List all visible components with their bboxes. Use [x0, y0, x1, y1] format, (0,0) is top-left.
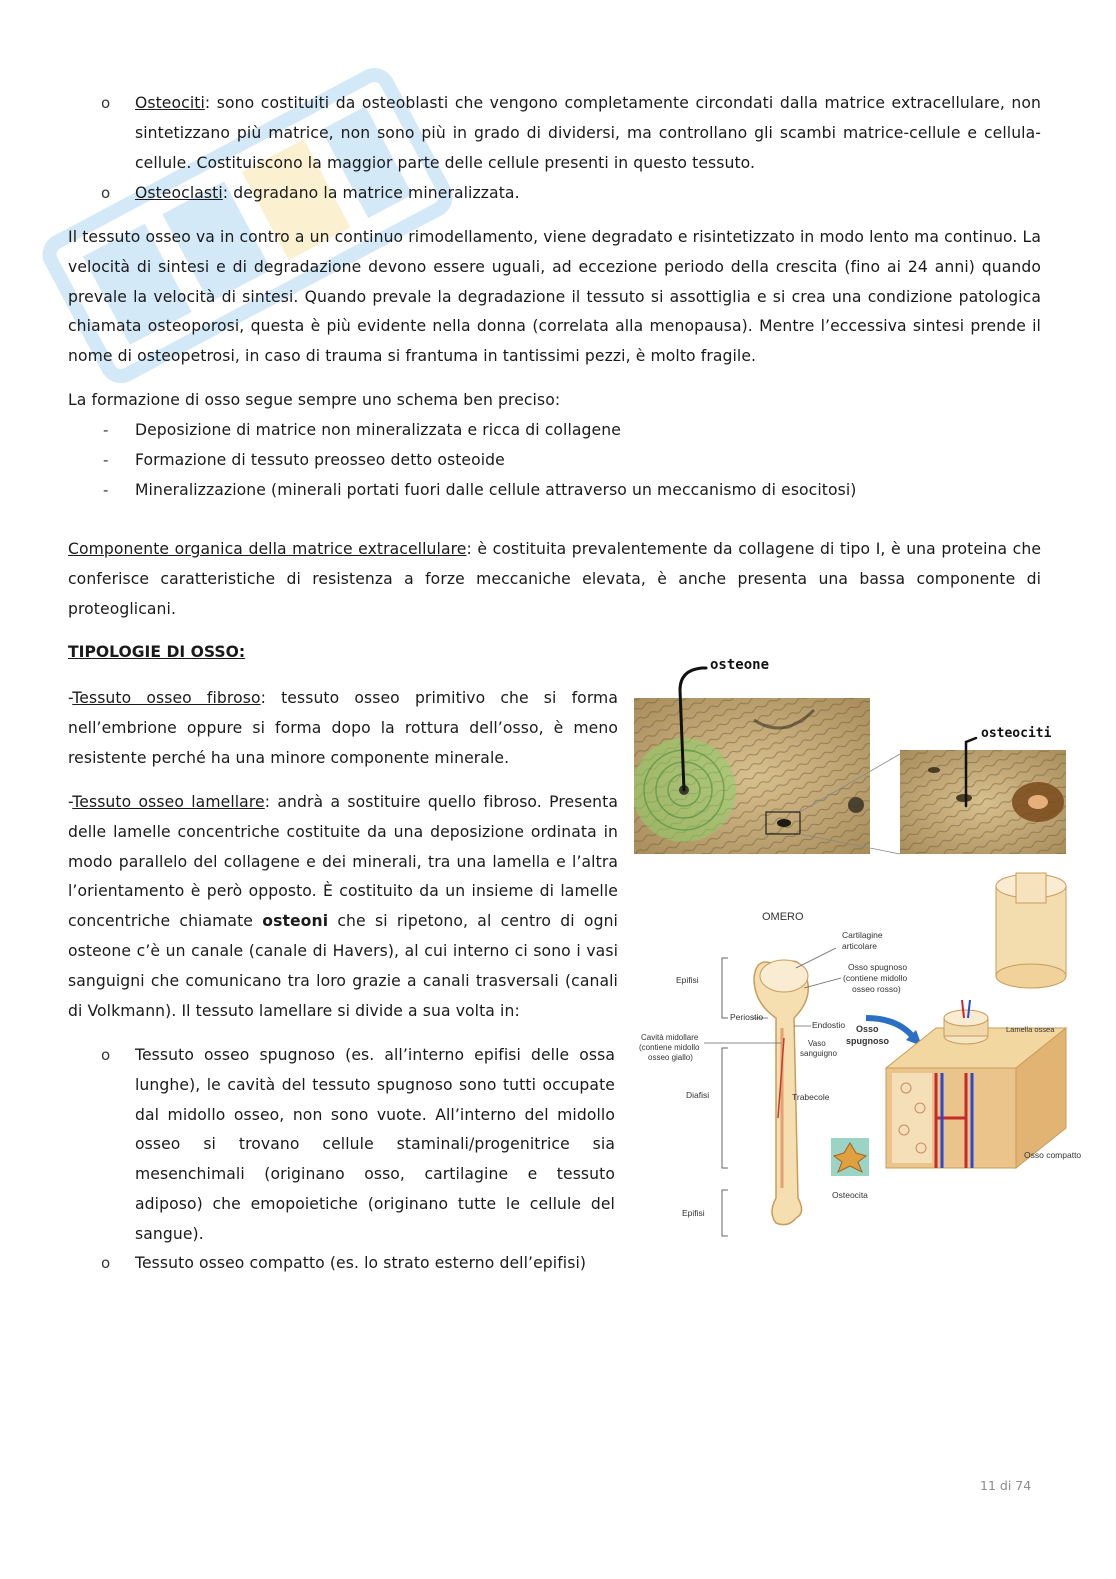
label-cavita-2: (contiene midollo — [639, 1043, 700, 1052]
term-osteoclasti: Osteoclasti — [135, 184, 223, 202]
paragraph-componente-organica — [68, 535, 1041, 624]
label-spugnoso-note-1: Osso spugnoso — [848, 962, 908, 972]
list-item-osteociti — [135, 89, 1041, 178]
term-componente-organica: Componente organica della matrice extracellulare — [68, 540, 467, 558]
diagram-title: OMERO — [762, 911, 804, 923]
bullet-marker: - — [103, 451, 109, 469]
bullet-marker: o — [101, 1046, 111, 1064]
list-item: Mineralizzazione (minerali portati fuori dalle cellule attraverso un meccanismo di esocitosi) — [135, 481, 857, 499]
paragraph-rimodellamento: Il tessuto osseo va in contro a un continuo rimodellamento, viene degradato e risintetizzato in modo lento ma continuo. La velocità di sintesi e di degradazione devono essere uguali, ad eccezione periodo della crescita (fino ai 24 anni) quando prevale la velocità di sintesi. Quando prevale la degradazione il tessuto si assottiglia e si crea una condizione patologica chiamata osteoporosi, questa è più evidente nella donna (correlata alla menopausa). Mentre l’eccessiva sintesi prende il nome di osteopetrosi, in caso di trauma si frantuma in tantissimi pezzi, è molto fragile. — [68, 228, 1041, 366]
label-cavita-3: osseo giallo) — [648, 1053, 693, 1062]
handwritten-note-osteone: osteone — [710, 657, 770, 673]
list-item: Formazione di tessuto preosseo detto osteoide — [135, 451, 505, 469]
paragraph-text: che si ripetono, al centro di ogni osteone c’è un canale (canale di Havers), al cui interno ci sono i vasi sanguigni che comunicano tra loro grazie a canali trasversali (canali di Volkmann). Il tessuto lamellare si divide a sua volta in: — [68, 912, 618, 1020]
label-epifisi-bottom: Epifisi — [682, 1208, 705, 1218]
paragraph-lamellare: -Tessuto osseo lamellare: andrà a sostituire quello fibroso. Presenta delle lamelle concentriche costituite da una deposizione ordinata in modo parallelo del collagene e dei minerali, tra una lamella e l’altra l’orientamento è però opposto. È costituito da un insieme di lamelle concentriche chiamate osteoni che si ripetono, al centro di ogni osteone c’è un canale (canale di Havers), al cui interno ci sono i vasi sanguigni che comunicano tra loro grazie a canali trasversali (canali di Volkmann). Il tessuto lamellare si divide a sua volta in: — [68, 793, 619, 1020]
list-item: Deposizione di matrice non mineralizzata e ricca di collagene — [135, 421, 621, 439]
label-cavita-1: Cavità midollare — [641, 1033, 699, 1042]
paragraph-text: : tessuto osseo primitivo che si forma nell’embrione oppure si forma dopo la rottura dell’osso, è meno resistente perché ha una minore componente minerale. — [68, 689, 618, 767]
label-trabecole: Trabecole — [792, 1092, 830, 1102]
term-lamellare: Tessuto osseo lamellare — [72, 793, 265, 811]
label-epifisi-top: Epifisi — [676, 975, 699, 985]
list-item-compatto: Tessuto osseo compatto (es. lo strato esterno dell’epifisi) — [135, 1254, 587, 1272]
label-osso-spugnoso-2: spugnoso — [846, 1036, 889, 1046]
bullet-marker: o — [101, 184, 111, 202]
bone-diagram — [636, 868, 1096, 1248]
label-vaso-2: sanguigno — [800, 1049, 837, 1058]
term-fibroso: Tessuto osseo fibroso — [72, 689, 261, 707]
handwritten-note-osteociti: osteociti — [981, 726, 1052, 741]
list-item-spugnoso: Tessuto osseo spugnoso (es. all’interno epifisi delle ossa lunghe), le cavità del tessuto spugnoso sono tutti occupate dal midollo osseo, non sono vuote. All’interno del midollo osseo si trovano cellule staminali/progenitrice sia mesenchimali (originano osso, cartilagine e tessuto adiposo) che emopoietiche (originano tutte le cellule del sangue). — [135, 1046, 615, 1243]
bullet-marker: o — [101, 94, 111, 112]
paragraph-text: : andrà a sostituire quello fibroso. Presenta delle lamelle concentriche costituite da una deposizione ordinata in modo parallelo del collagene e dei minerali, tra una lamella e l’altra l’orientamento è però opposto. È costituito da un insieme di lamelle concentriche chiamate — [68, 793, 619, 931]
label-cartilagine-1: Cartilagine — [842, 930, 883, 940]
label-vaso-1: Vaso — [808, 1039, 826, 1048]
label-osso-compatto: Osso compatto — [1024, 1150, 1082, 1160]
bullet-marker: o — [101, 1254, 111, 1272]
paragraph-text: : è costituita prevalentemente da collagene di tipo I, è una proteina che conferisce caratteristiche di resistenza a forze meccaniche elevata, è anche presenta una bassa componente di proteoglicani. — [68, 540, 1042, 618]
label-osso-spugnoso-1: Osso — [856, 1024, 879, 1034]
list-item-text: : degradano la matrice mineralizzata. — [222, 184, 520, 202]
label-lamella: Lamella ossea — [1006, 1025, 1055, 1034]
label-spugnoso-note-2: (contiene midollo — [843, 973, 908, 983]
list-item-osteoclasti — [135, 179, 1041, 209]
page-number: 11 di 74 — [980, 1478, 1032, 1493]
label-endostio: Endostio — [812, 1020, 846, 1030]
bullet-marker: - — [103, 421, 109, 439]
label-osteocita: Osteocita — [832, 1190, 868, 1200]
term-osteociti: Osteociti — [135, 94, 205, 112]
label-diafisi: Diafisi — [686, 1090, 710, 1100]
section-heading: TIPOLOGIE DI OSSO: — [68, 643, 246, 661]
term-osteoni: osteoni — [262, 912, 329, 931]
label-periostio: Periostio — [730, 1012, 764, 1022]
paragraph-formazione: La formazione di osso segue sempre uno schema ben preciso: — [68, 391, 561, 409]
micrograph-figure — [634, 650, 1074, 860]
list-item-text: : sono costituiti da osteoblasti che vengono completamente circondati dalla matrice extracellulare, non sintetizzano più matrice, non sono più in grado di dividersi, ma controllano gli scambi matrice-cellule e cellula-cellule. Costituiscono la maggior parte delle cellule presenti in questo tessuto. — [135, 94, 1041, 172]
paragraph-fibroso: -Tessuto osseo fibroso: tessuto osseo primitivo che si forma nell’embrione oppure si forma dopo la rottura dell’osso, è meno resistente perché ha una minore componente minerale. — [68, 689, 618, 767]
bullet-marker: - — [103, 481, 109, 499]
label-cartilagine-2: articolare — [842, 941, 877, 951]
label-spugnoso-note-3: osseo rosso) — [852, 984, 901, 994]
